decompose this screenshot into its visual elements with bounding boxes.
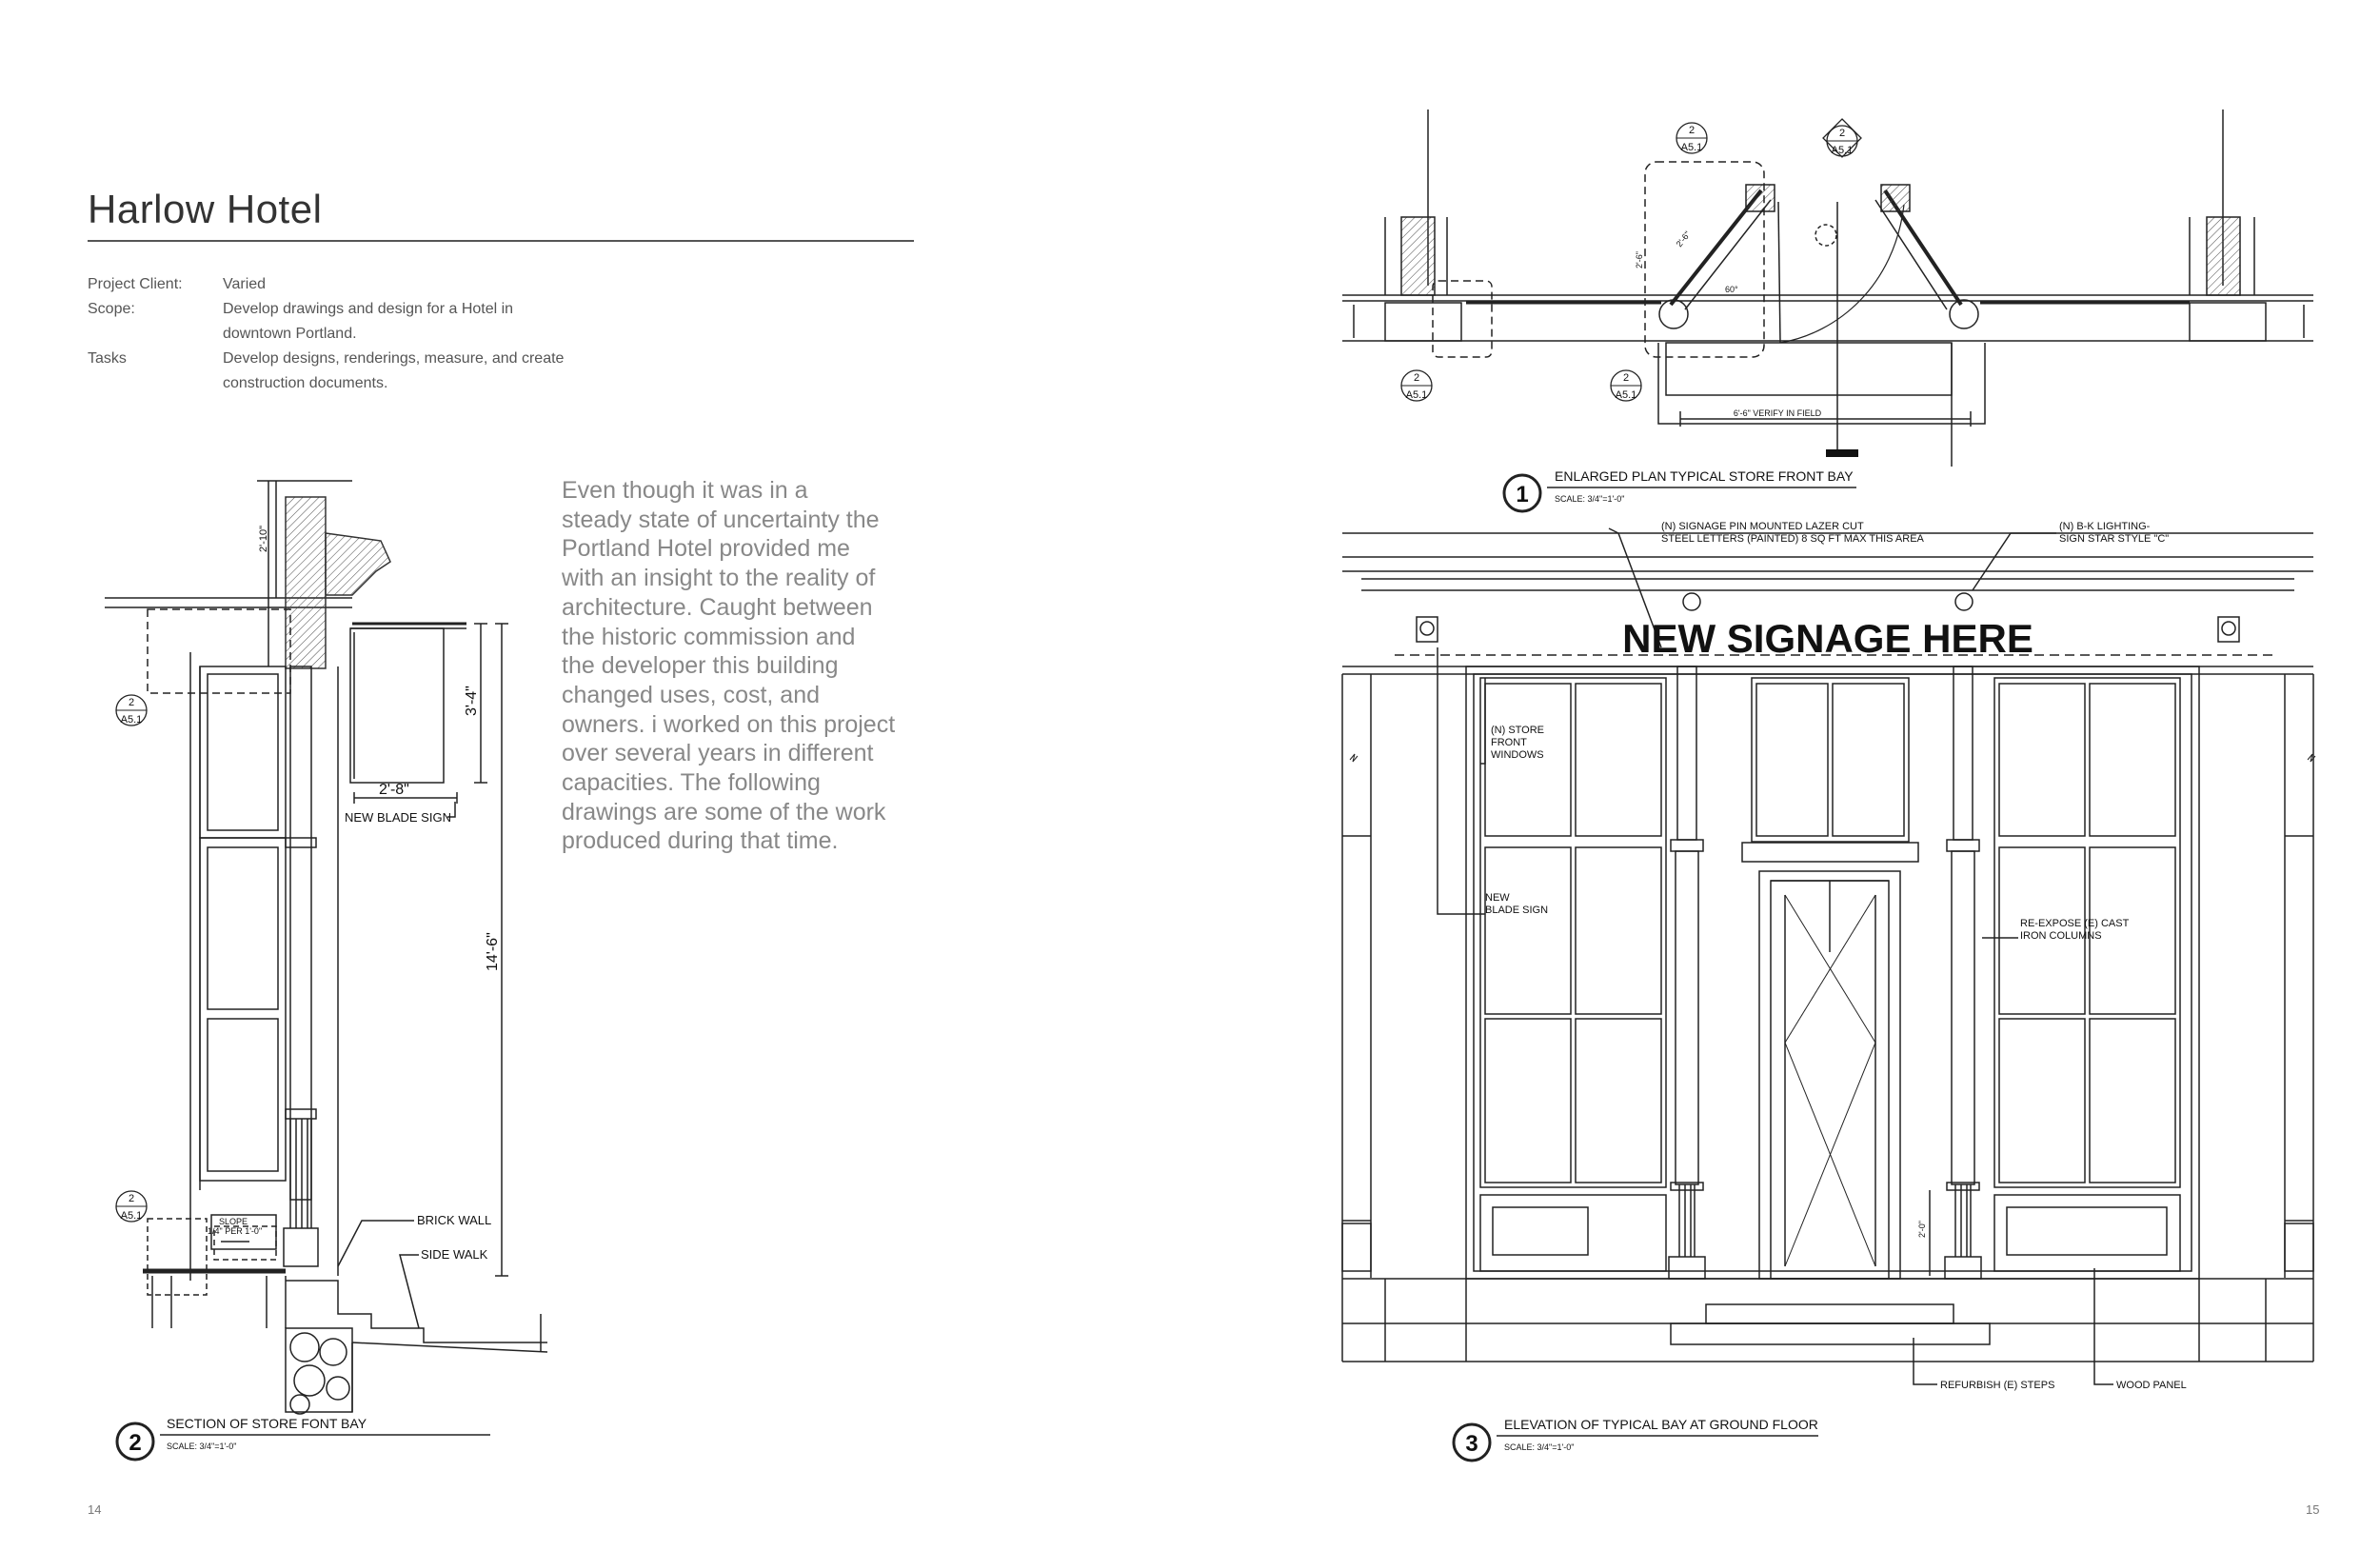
drawing-title: ENLARGED PLAN TYPICAL STORE FRONT BAY (1555, 468, 1854, 484)
signage-placeholder: NEW SIGNAGE HERE (1622, 616, 2033, 661)
svg-text:2: 2 (1413, 372, 1420, 384)
detail-callout (116, 695, 147, 726)
note-windows-2: FRONT (1491, 737, 1527, 748)
angle-label: 60° (1725, 285, 1738, 294)
detail-callout (116, 1191, 147, 1222)
drawing-scale: SCALE: 3/4"=1'-0" (1555, 494, 1625, 504)
section-drawing (105, 481, 547, 1414)
svg-text:A5.1: A5.1 (1831, 145, 1854, 156)
drawing-number: 1 (1516, 482, 1529, 507)
blurb-line: produced during that time. (562, 827, 839, 855)
note-columns-2: IRON COLUMNS (2020, 930, 2102, 942)
dim-base: 2'-0" (1917, 1221, 1927, 1238)
tasks-label: Tasks (88, 350, 127, 367)
client-label: Project Client: (88, 276, 183, 292)
drawing-title: ELEVATION OF TYPICAL BAY AT GROUND FLOOR (1504, 1417, 1818, 1432)
note-lighting-1: (N) B-K LIGHTING- (2059, 521, 2151, 532)
dim-sign-width: 2'-8" (379, 782, 409, 798)
break-mark (1350, 754, 1358, 762)
plan-drawing (1342, 109, 2313, 467)
label-sidewalk: SIDE WALK (421, 1247, 488, 1262)
tasks-value-1: Develop designs, renderings, measure, and create (223, 350, 565, 367)
dim-plan-1: 2'-6" (1635, 251, 1644, 268)
blurb-line: steady state of uncertainty the (562, 506, 880, 533)
scope-value-2: downtown Portland. (223, 326, 357, 342)
drawing-number: 3 (1465, 1431, 1478, 1457)
note-windows-3: WINDOWS (1491, 749, 1544, 761)
blurb-line: capacities. The following (562, 769, 821, 797)
note-blade-2: BLADE SIGN (1485, 905, 1549, 916)
slope-note-2: 1/4" PER 1'-0" (208, 1226, 263, 1236)
drawing-title-1 (1504, 468, 1856, 511)
blurb-line: changed uses, cost, and (562, 681, 821, 708)
drawing-title-3 (1454, 1417, 1818, 1461)
svg-text:2: 2 (1838, 128, 1846, 139)
blurb-line: the developer this building (562, 652, 839, 680)
page-number-right: 15 (2306, 1502, 2320, 1517)
blurb-line: drawings are some of the work (562, 798, 886, 825)
blurb-line: architecture. Caught between (562, 593, 873, 621)
drawing-scale: SCALE: 3/4"=1'-0" (167, 1442, 237, 1451)
blurb-line: Portland Hotel provided me (562, 535, 850, 563)
blurb-line: the historic commission and (562, 623, 856, 650)
blurb-line: Even though it was in a (562, 477, 808, 504)
slope-note: SLOPE (219, 1217, 248, 1226)
break-mark (2308, 754, 2315, 762)
svg-text:2: 2 (128, 1193, 135, 1204)
svg-text:A5.1: A5.1 (120, 714, 143, 726)
drawing-title: SECTION OF STORE FONT BAY (167, 1416, 367, 1431)
blurb-line: over several years in different (562, 740, 874, 767)
blurb-line: owners. i worked on this project (562, 710, 896, 738)
note-blade-1: NEW (1485, 892, 1510, 904)
client-value: Varied (223, 276, 267, 292)
note-wood-panel: WOOD PANEL (2116, 1380, 2187, 1391)
label-blade-sign: NEW BLADE SIGN (345, 810, 451, 825)
detail-callout (1611, 370, 1641, 401)
svg-text:A5.1: A5.1 (1405, 389, 1428, 401)
drawing-number: 2 (129, 1430, 142, 1456)
note-signage-2: STEEL LETTERS (PAINTED) 8 SQ FT MAX THIS AREA (1661, 533, 1924, 545)
detail-callout (1823, 119, 1861, 157)
dim-top: 2'-10" (258, 525, 269, 552)
section-cut-marker (1826, 449, 1858, 457)
scope-value-1: Develop drawings and design for a Hotel in (223, 301, 514, 317)
drawing-title-2 (117, 1416, 490, 1460)
dim-sign-height: 3'-4" (464, 686, 480, 716)
label-brick-wall: BRICK WALL (417, 1213, 492, 1227)
drawing-scale: SCALE: 3/4"=1'-0" (1504, 1442, 1575, 1452)
svg-text:A5.1: A5.1 (1680, 142, 1703, 153)
blurb-line: with an insight to the reality of (562, 565, 876, 592)
dim-verify: 6'-6" VERIFY IN FIELD (1733, 408, 1822, 418)
page-number-left: 14 (88, 1502, 102, 1517)
svg-text:A5.1: A5.1 (120, 1210, 143, 1222)
note-lighting-2: SIGN STAR STYLE "C" (2059, 533, 2170, 545)
svg-text:2: 2 (128, 697, 135, 708)
tasks-value-2: construction documents. (223, 375, 388, 391)
svg-text:A5.1: A5.1 (1615, 389, 1637, 401)
dim-height: 14'-6" (485, 932, 501, 971)
dim-plan-2: 2'-6" (1674, 229, 1693, 249)
note-steps: REFURBISH (E) STEPS (1940, 1380, 2055, 1391)
svg-text:2: 2 (1622, 372, 1630, 384)
scope-label: Scope: (88, 301, 135, 317)
svg-text:2: 2 (1688, 125, 1696, 136)
detail-callout (1676, 123, 1707, 153)
note-windows-1: (N) STORE (1491, 725, 1545, 736)
note-columns-1: RE-EXPOSE (E) CAST (2020, 918, 2130, 929)
detail-callout (1401, 370, 1432, 401)
page-title: Harlow Hotel (88, 187, 323, 231)
note-signage-1: (N) SIGNAGE PIN MOUNTED LAZER CUT (1661, 521, 1864, 532)
